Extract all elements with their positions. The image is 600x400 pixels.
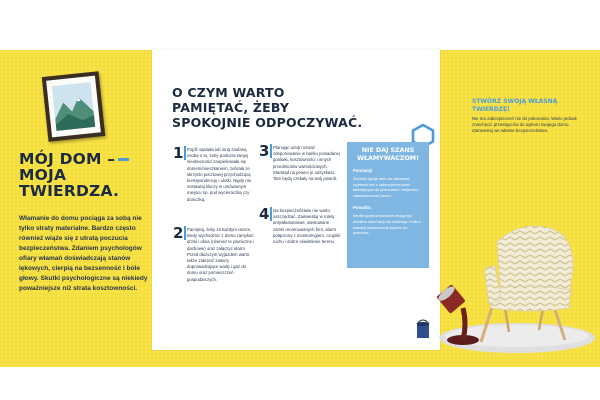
right-title-line: STWÓRZ SWOJĄ WŁASNĄ	[472, 98, 558, 105]
tip-number-bar	[270, 144, 272, 158]
right-page-title	[472, 98, 582, 113]
center-title-line: PAMIĘTAĆ, ŻEBY	[172, 100, 290, 115]
title-underline-bar	[118, 158, 129, 161]
info-box-subheading: Ponadto,	[353, 205, 372, 211]
left-title-line: MÓJ DOM –	[19, 151, 149, 167]
info-box-text: media społecznościowe mogą być źródłem informacji dla złodzieja. Fotki z wakacji zamieszczaj dopiero po powrocie.	[353, 213, 421, 236]
center-page-title	[172, 85, 382, 130]
tip-number-1: 1	[173, 144, 184, 162]
tip-2-text: Pamiętaj, żeby za każdym razem, kiedy wychodzisz z domu zamykać drzwi i okna (również te piwniczne i dachowe) oraz załączyć alarm. Przed dłuższym wyjazdem warto także zakręcić zawory doprowadzające wodę i gaz do domu oraz pomieszczeń gospodarczych.	[187, 227, 255, 282]
armchair-scene-illustration	[405, 212, 595, 362]
left-page-body: Włamanie do domu pociąga za sobą nie tylko straty materialne. Bardzo często również wiąże się z utratą poczucia bezpieczeństwa. Zdaniem psychologów ofiary włamań doświadczają stanów lękowych, cierpią na bezsenność i bóle głowy. Skutki psychologiczne są niekiedy poważniejsze niż strata kosztowności.	[19, 215, 148, 292]
info-box-text: Złodziej typuje dom do włamania wybierać ten z zabezpieczeniami łatwiejszymi do pokonania i miejscami zabezpieczonej domu.	[353, 176, 419, 198]
tip-3-text: Planując urlop rozważ zdeponowanie w banku posiadanej gotówki, kosztowności i innych przedmiotów wartościowych. Stamtąd na pewno je odzyskasz. Tam będą czekały na twój powrót.	[273, 145, 340, 182]
left-page-title	[19, 151, 149, 199]
landscape-picture-icon	[52, 81, 96, 132]
tip-number-bar	[270, 207, 272, 221]
info-box-heading: NIE DAJ SZANS WŁAMYWACZOM!	[357, 147, 419, 162]
tip-number-3: 3	[259, 142, 270, 160]
tip-4-text: Na bezpieczeństwie nie warto oszczędzać. Zainwestuj w rolety antywłamaniowe, atestowane zamki renomowanych firm, alarm połączony z monitoringiem, czujniki ruchu i dobre oświetlenie terenu.	[273, 208, 341, 245]
tip-number-bar	[184, 146, 186, 160]
left-title-line: MOJA	[19, 166, 67, 184]
picture-frame	[42, 71, 105, 142]
center-title-line: O CZYM WARTO	[172, 85, 285, 100]
right-title-line: TWIERDZĘ!	[472, 105, 510, 113]
paint-bucket-icon	[417, 320, 429, 338]
left-title-line: TWIERDZA.	[19, 182, 120, 200]
center-title-line: SPOKOJNIE ODPOCZYWAĆ.	[172, 115, 363, 130]
tip-number-bar	[184, 226, 186, 240]
info-box-subheading: Pamiętaj!	[353, 168, 373, 173]
right-page-body: Nie ma zabezpieczeń nie do pokonania. Warto jednak zniechęcić przestępców do wyboru twojego domu. Zainwestuj we własne bezpieczeństwo.	[472, 116, 577, 134]
tip-1-text: Pojdź sąsiada lub inną zaufaną osobę o to, żeby podczas twojej nieobecności zaopiekowała się domem/mieszkaniem, zebrała ze skrzynki pocztowej przychodzącą korespondencję i ulotki. Nigdy nie zostawiaj kluczy w umówionym miejscu np. pod wycieraczką czy doniczką.	[187, 147, 252, 202]
tip-number-4: 4	[259, 205, 270, 223]
tip-number-2: 2	[173, 224, 184, 242]
